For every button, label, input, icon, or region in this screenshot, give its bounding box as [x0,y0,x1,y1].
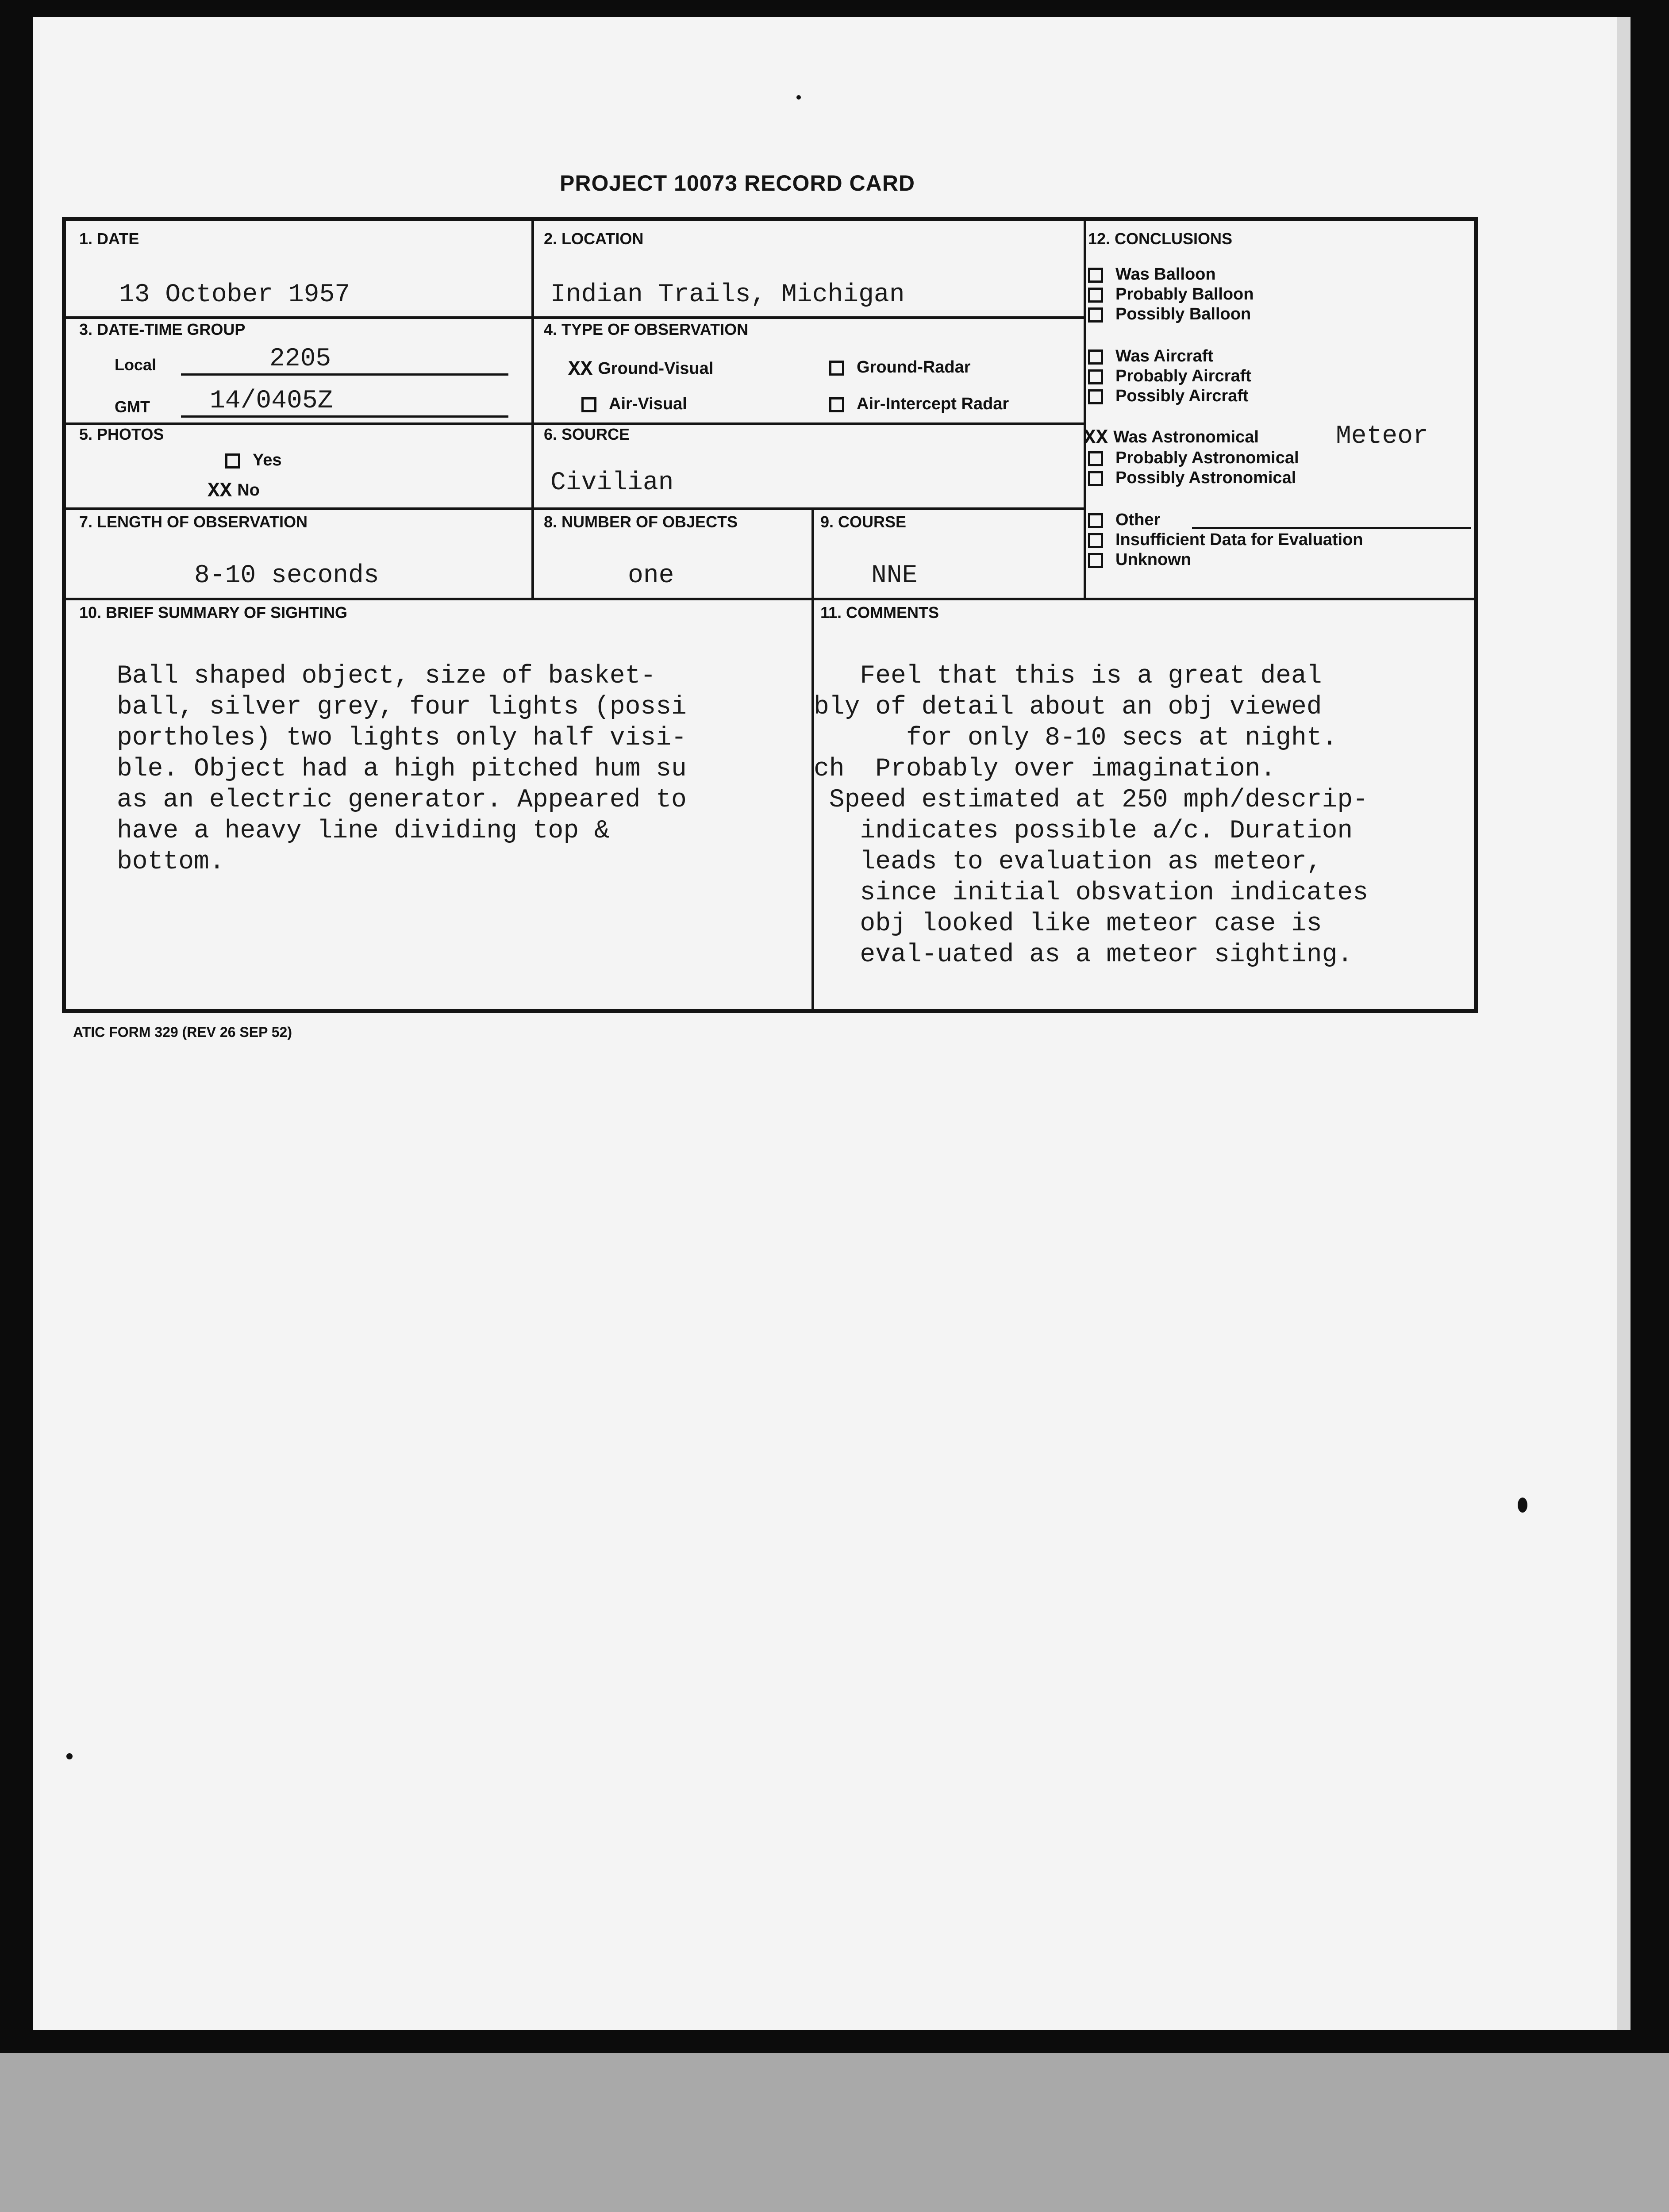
scan-speck [1518,1498,1527,1513]
form-id: ATIC FORM 329 (REV 26 SEP 52) [73,1024,292,1040]
summary-line: bottom. [117,848,225,876]
rule [531,221,534,598]
datetime-group-label: 3. DATE-TIME GROUP [79,320,246,338]
rule [66,316,1084,319]
comment-line: Feel that this is a great deal [814,662,1322,691]
option-photos-yes: Yes [225,451,282,470]
summary-line: portholes) two lights only half visi- [117,724,687,753]
checkbox-empty [1088,349,1103,365]
lower-faded-page [0,2053,1669,2212]
checkbox-empty [1088,533,1103,548]
option-insufficient-data: Insufficient Data for Evaluation [1088,530,1363,549]
option-air-visual: Air-Visual [581,395,687,414]
option-air-intercept-radar: Air-Intercept Radar [829,395,1009,414]
option-possibly-astronomical: Possibly Astronomical [1088,469,1296,488]
checkbox-empty [1088,268,1103,283]
checkbox-empty [1088,307,1103,323]
astronomical-note: Meteor [1336,422,1428,451]
option-possibly-balloon: Possibly Balloon [1088,305,1251,324]
option-ground-radar: Ground-Radar [829,358,971,377]
checkbox-empty [829,361,844,376]
source-label: 6. SOURCE [544,425,630,443]
checkbox-empty [829,397,844,412]
summary-line: as an electric generator. Appeared to [117,786,687,814]
date-label: 1. DATE [79,230,139,248]
checkbox-empty [225,453,240,469]
comment-line: eval-uated as a meteor sighting. [814,941,1353,969]
card-title: PROJECT 10073 RECORD CARD [560,171,915,196]
conclusions-label: 12. CONCLUSIONS [1088,230,1233,248]
course-label: 9. COURSE [820,513,907,531]
option-other: Other [1088,511,1160,530]
scan-speck [796,95,801,100]
option-unknown: Unknown [1088,550,1191,569]
checkbox-empty [1088,369,1103,384]
checkbox-empty [1088,451,1103,466]
checkbox-marked: XX [568,358,593,381]
comment-line: indicates possible a/c. Duration [814,817,1353,845]
summary-line: have a heavy line dividing top & [117,817,610,845]
summary-line: ball, silver grey, four lights (possi [117,693,687,722]
option-probably-astronomical: Probably Astronomical [1088,449,1299,468]
checkbox-empty [1088,389,1103,404]
comment-line: leads to evaluation as meteor, [814,848,1322,876]
comments-label: 11. COMMENTS [820,603,939,622]
length-value: 8-10 seconds [194,561,379,590]
checkbox-empty [1088,553,1103,568]
gmt-time-value: 14/0405Z [210,387,333,415]
checkbox-empty [581,397,596,412]
other-underline [1192,527,1471,529]
local-label: Local [115,356,157,374]
type-of-observation-label: 4. TYPE OF OBSERVATION [544,320,749,338]
option-was-astronomical: XX Was Astronomical [1084,426,1259,449]
option-photos-no: XX No [208,480,260,503]
comment-line: ch Probably over imagination. [814,755,1276,783]
brief-summary-text [117,630,687,940]
comments-text [814,630,1368,1033]
number-of-objects-label: 8. NUMBER OF OBJECTS [544,513,738,531]
option-probably-balloon: Probably Balloon [1088,285,1254,304]
brief-summary-label: 10. BRIEF SUMMARY OF SIGHTING [79,603,348,622]
checkbox-marked: XX [1084,426,1108,449]
rule [66,507,1084,510]
option-probably-aircraft: Probably Aircraft [1088,367,1251,386]
comment-line: since initial obsvation indicates [814,879,1369,907]
checkbox-empty [1088,288,1103,303]
photos-label: 5. PHOTOS [79,425,164,443]
record-card-form [62,217,1478,1013]
gmt-label: GMT [115,398,150,416]
location-value: Indian Trails, Michigan [550,280,905,309]
summary-line: Ball shaped object, size of basket- [117,662,656,691]
checkbox-marked: XX [208,480,232,503]
checkbox-empty [1088,471,1103,486]
summary-line: ble. Object had a high pitched hum su [117,755,687,783]
comment-line: obj looked like meteor case is [814,910,1322,938]
source-value: Civilian [550,469,674,497]
location-label: 2. LOCATION [544,230,644,248]
option-was-aircraft: Was Aircraft [1088,347,1213,366]
local-underline [181,373,508,376]
date-value: 13 October 1957 [119,280,350,309]
rule [66,598,1477,600]
option-possibly-aircraft: Possibly Aircraft [1088,387,1249,406]
gmt-underline [181,415,508,418]
comment-line: bly of detail about an obj viewed [814,693,1322,722]
comment-line: for only 8-10 secs at night. [814,724,1338,753]
local-time-value: 2205 [269,345,331,373]
option-was-balloon: Was Balloon [1088,265,1216,284]
length-label: 7. LENGTH OF OBSERVATION [79,513,308,531]
course-value: NNE [871,561,918,590]
scan-speck [66,1753,73,1759]
rule [1084,221,1086,598]
checkbox-empty [1088,513,1103,528]
comment-line: Speed estimated at 250 mph/descrip- [814,786,1369,814]
number-of-objects-value: one [628,561,674,590]
option-ground-visual: XX Ground-Visual [568,358,714,381]
